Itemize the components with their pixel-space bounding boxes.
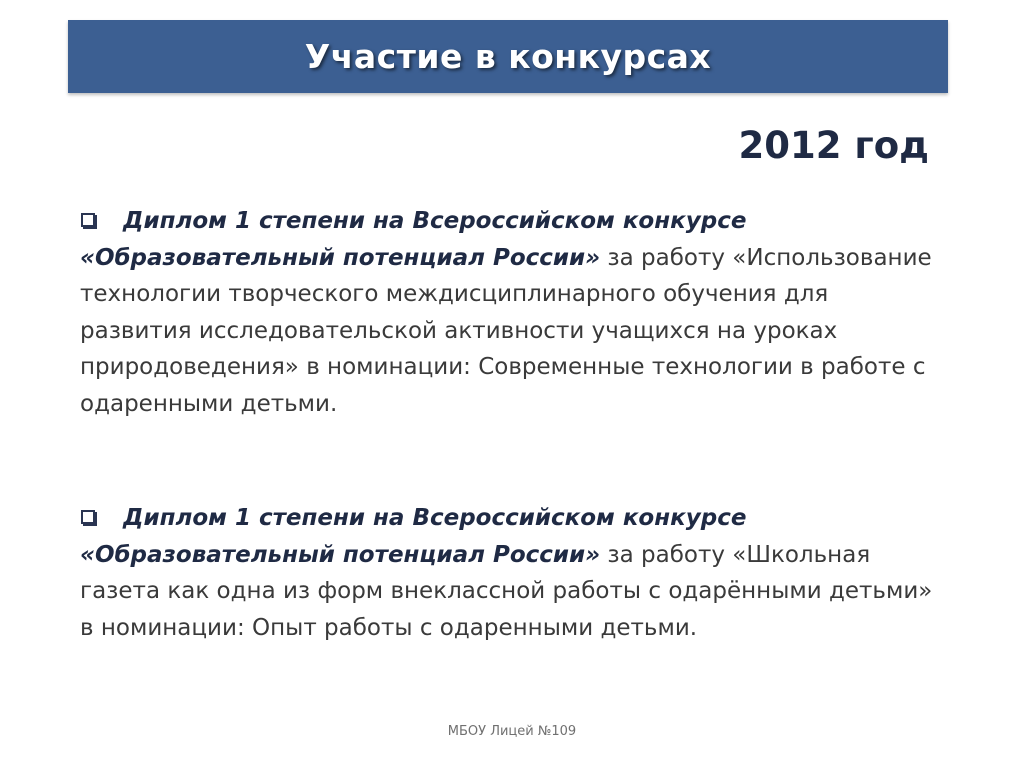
checkbox-bullet-icon: [81, 510, 95, 524]
footer-text: МБОУ Лицей №109: [447, 724, 577, 739]
checkbox-bullet-icon: [81, 213, 95, 227]
award-item: [80, 203, 945, 423]
award-title-line2: «Образовательный потенциал России»: [80, 541, 601, 568]
award-item: [80, 500, 945, 646]
award-description: за работу «Использование технологии творческого междисциплинарного обучения для развития исследовательской активности учащихся на уроках природоведения» в номинации: Современные технологии в работе с одаренными детьми.: [80, 244, 932, 417]
award-title-line1: Диплом 1 степени на Всероссийском конкурсе: [123, 208, 747, 234]
slide-title: Участие в конкурсах: [304, 37, 712, 76]
award-title-line1: Диплом 1 степени на Всероссийском конкурсе: [123, 505, 747, 531]
award-title-line2: «Образовательный потенциал России»: [80, 244, 601, 271]
year-label: 2012 год: [738, 124, 929, 167]
title-bar: [68, 20, 948, 93]
award-description: за работу «Школьная газета как одна из форм внеклассной работы с одарёнными детьми» в номинации: Опыт работы с одаренными детьми.: [80, 541, 933, 641]
